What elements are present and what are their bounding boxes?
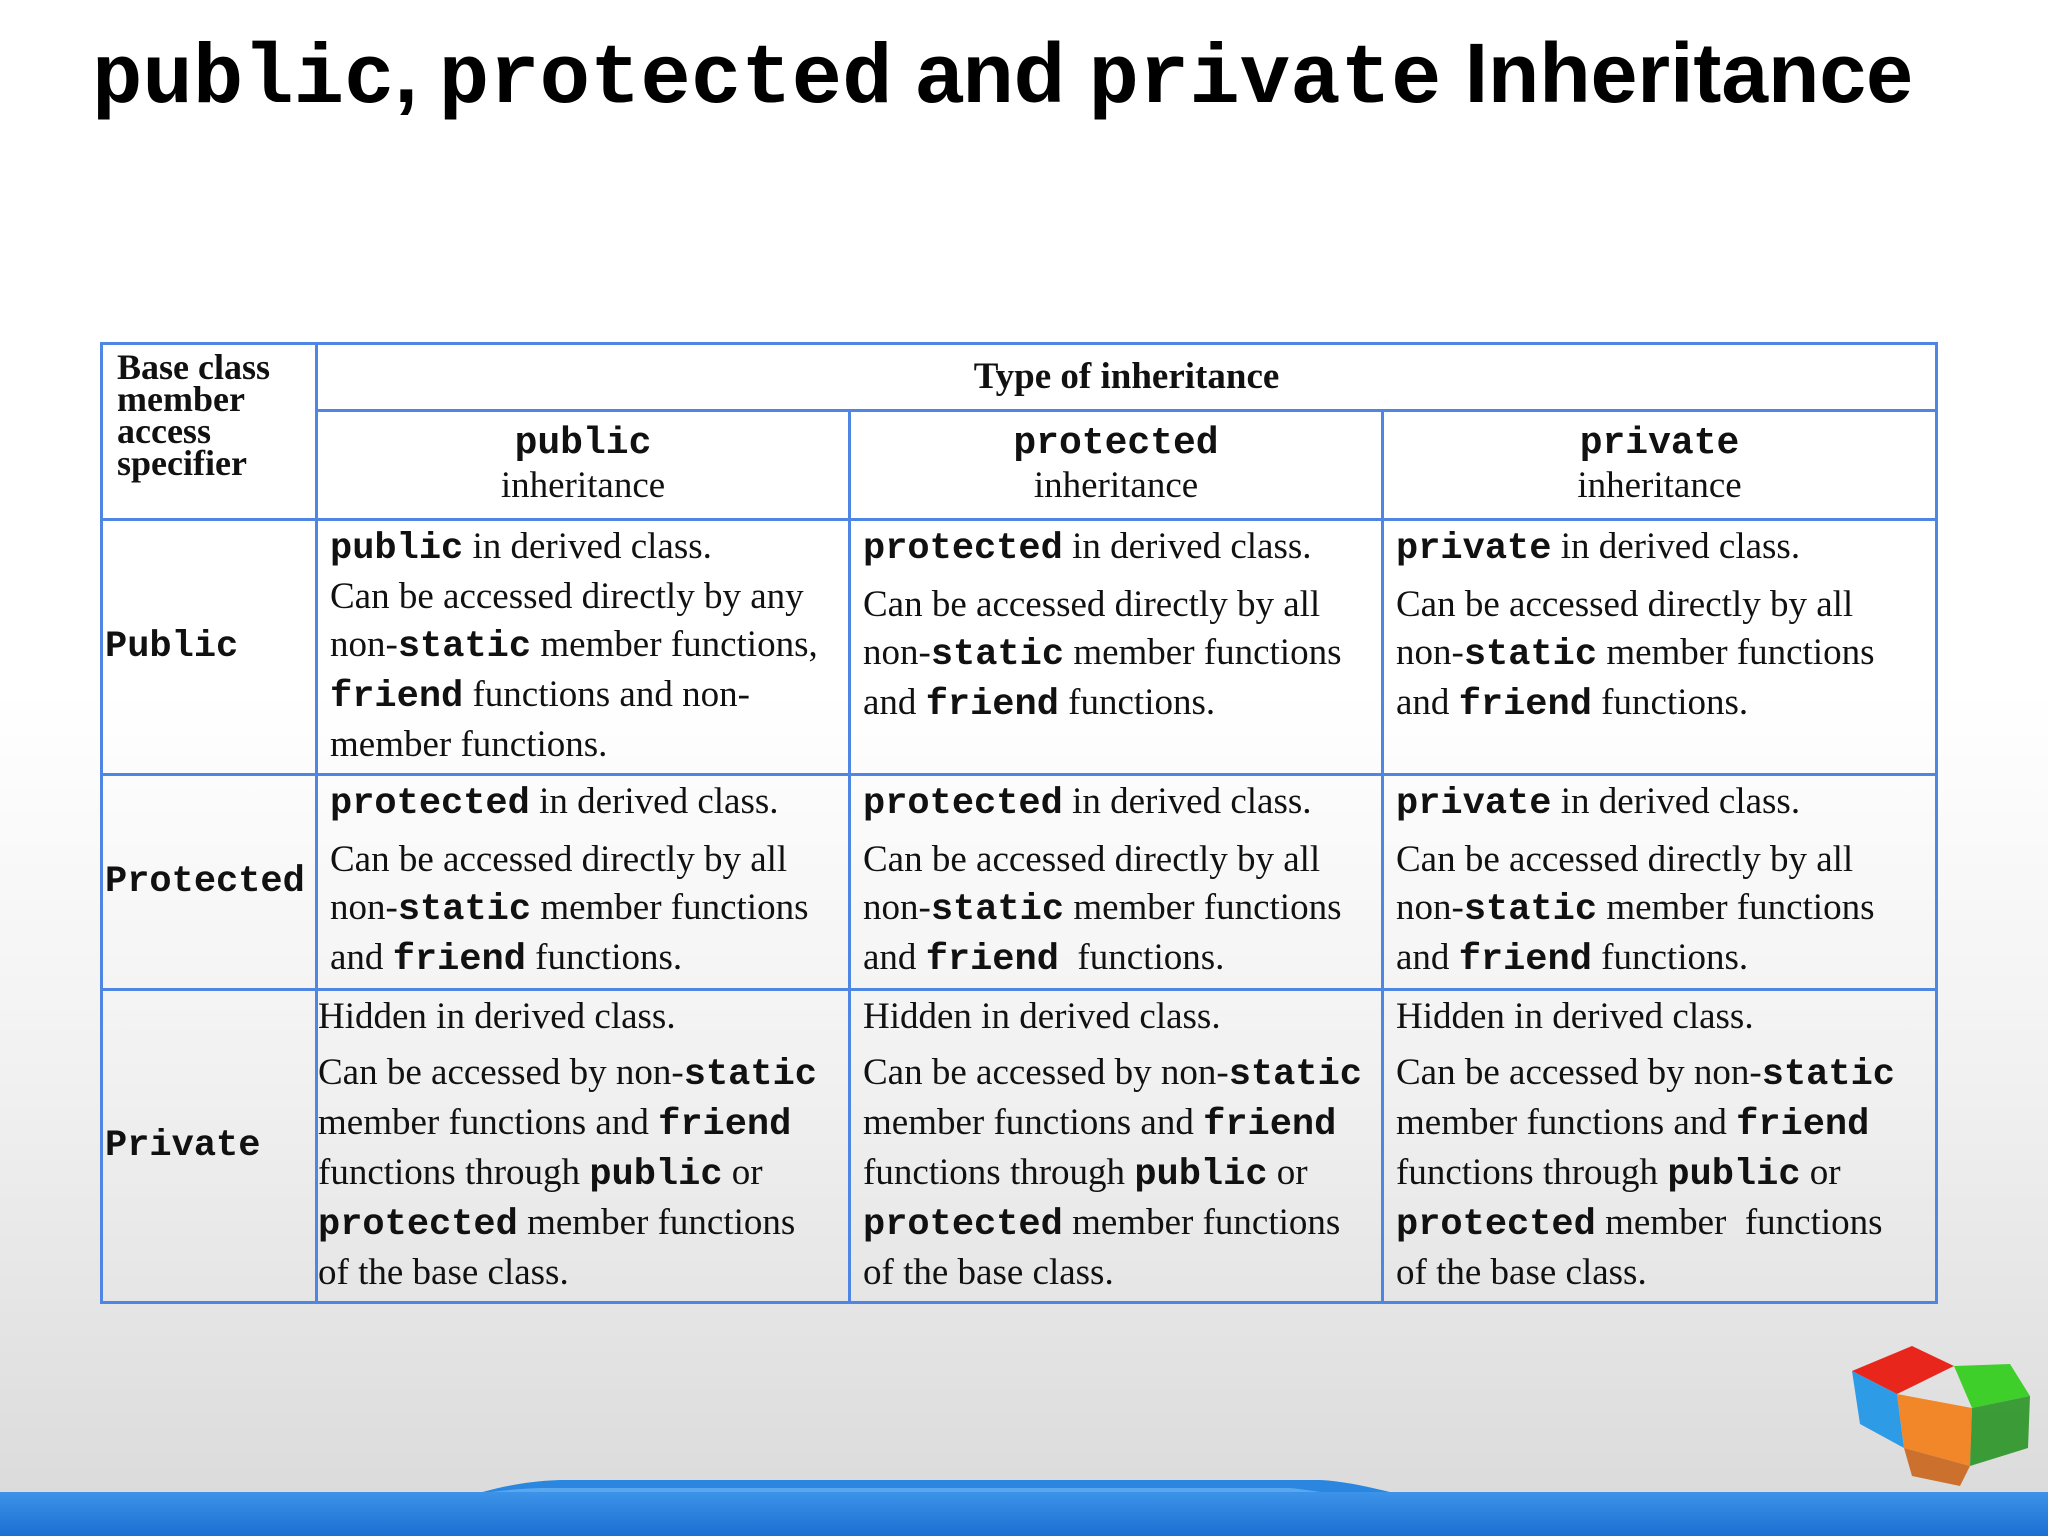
row-label-private: Private [102,990,317,1303]
cell-public-protected: protected in derived class. Can be accessed directly by all non-static member functions and friend functions. [850,520,1383,775]
row-label-protected: Protected [102,775,317,990]
title-keyword-public: public [92,33,395,128]
cell-private-public: Hidden in derived class. Can be accessed by non-static member functions and friend functions through public or protected member functions of the base class. [317,990,850,1303]
four-color-cube-logo [1842,1326,2042,1496]
bottom-band [0,1492,2048,1536]
table-row-public [102,520,1937,775]
cell-protected-protected: protected in derived class. Can be accessed directly by all non-static member functions and friend functions. [850,775,1383,990]
cell-private-private: Hidden in derived class. Can be accessed by non-static member functions and friend functions through public or protected member functions of the base class. [1383,990,1937,1303]
column-header-public: public inheritance [317,411,850,520]
title-keyword-protected: protected [438,33,893,128]
cell-public-private: private in derived class. Can be accessed directly by all non-static member functions and friend functions. [1383,520,1937,775]
table-row-private [102,990,1937,1303]
title-inheritance: Inheritance [1441,26,1913,120]
title-keyword-private: private [1088,33,1442,128]
table-row-protected [102,775,1937,990]
header-row-2 [102,411,1937,520]
title-comma: , [394,26,418,120]
cell-public-public: public in derived class. Can be accessed directly by any non-static member functions, friend functions and non- member functions. [317,520,850,775]
column-header-protected: protected inheritance [850,411,1383,520]
title-and: and [892,26,1089,120]
cell-private-protected: Hidden in derived class. Can be accessed by non-static member functions and friend functions through public or protected member functions of the base class. [850,990,1383,1303]
column-header-private: private inheritance [1383,411,1937,520]
inheritance-table [100,342,1938,1304]
cell-protected-private: private in derived class. Can be accessed directly by all non-static member functions and friend functions. [1383,775,1937,990]
cell-protected-public: protected in derived class. Can be accessed directly by all non-static member functions and friend functions. [317,775,850,990]
header-row-1 [102,344,1937,411]
row-label-public: Public [102,520,317,775]
slide-title [92,18,1913,136]
corner-header: Base class member access specifier [102,344,317,520]
type-of-inheritance-header: Type of inheritance [317,344,1937,411]
